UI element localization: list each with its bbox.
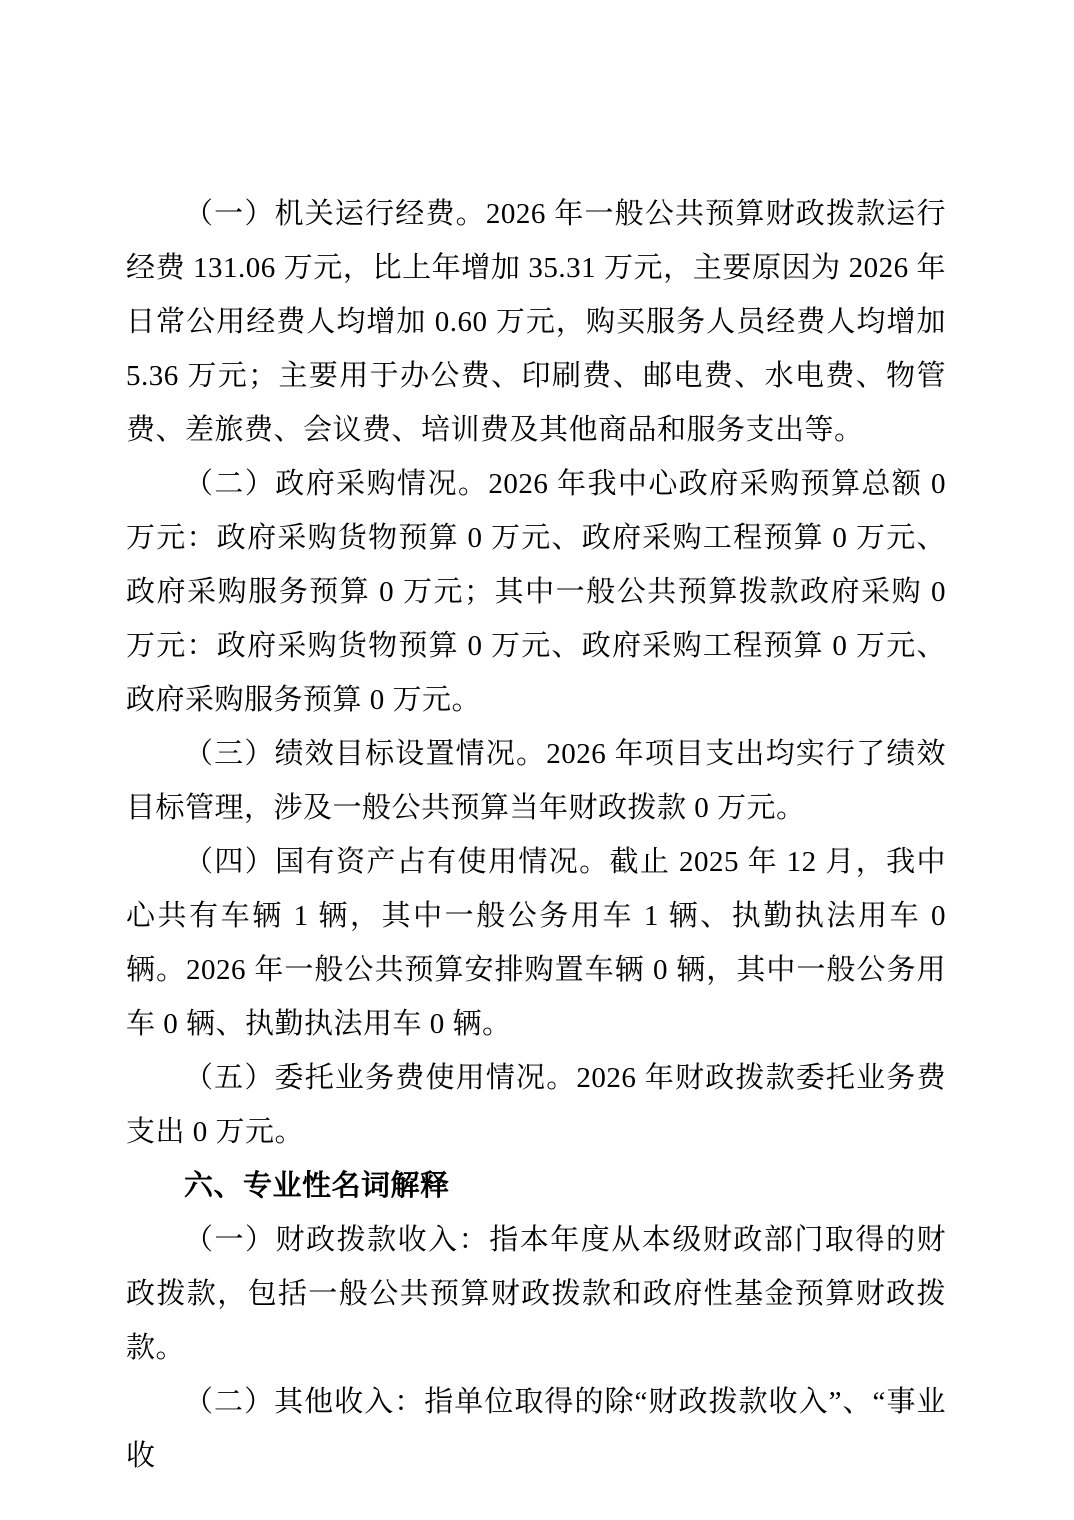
paragraph-fiscal-appropriation-income: （一）财政拨款收入：指本年度从本级财政部门取得的财政拨款，包括一般公共预算财政拨款和政府性基金预算财政拨款。 <box>126 1224 946 1364</box>
paragraph-performance-targets: （三）绩效目标设置情况。2026 年项目支出均实行了绩效目标管理，涉及一般公共预算当年财政拨款 0 万元。 <box>126 738 946 824</box>
document-body <box>126 187 946 1483</box>
section-heading-terminology: 六、专业性名词解释 <box>184 1170 450 1202</box>
paragraph-agency-operating-expenses: （一）机关运行经费。2026 年一般公共预算财政拨款运行经费 131.06 万元，比上年增加 35.31 万元，主要原因为 2026 年日常公用经费人均增加 0.60 万元，购买服务人员经费人均增加 5.36 万元；主要用于办公费、印刷费、邮电费、水电费、物管费、差旅费、会议费、培训费及其他商品和服务支出等。 <box>126 198 946 446</box>
paragraph-other-income: （二）其他收入：指单位取得的除“财政拨款收入”、“事业收 <box>126 1386 946 1472</box>
paragraph-state-assets: （四）国有资产占有使用情况。截止 2025 年 12 月，我中心共有车辆 1 辆，其中一般公务用车 1 辆、执勤执法用车 0 辆。2026 年一般公共预算安排购置车辆 0 辆，其中一般公务用车 0 辆、执勤执法用车 0 辆。 <box>126 846 946 1040</box>
paragraph-entrusted-business-fees: （五）委托业务费使用情况。2026 年财政拨款委托业务费支出 0 万元。 <box>126 1062 946 1148</box>
paragraph-government-procurement: （二）政府采购情况。2026 年我中心政府采购预算总额 0 万元：政府采购货物预算 0 万元、政府采购工程预算 0 万元、政府采购服务预算 0 万元；其中一般公共预算拨款政府采购 0 万元：政府采购货物预算 0 万元、政府采购工程预算 0 万元、政府采购服务预算 0 万元。 <box>126 468 946 716</box>
